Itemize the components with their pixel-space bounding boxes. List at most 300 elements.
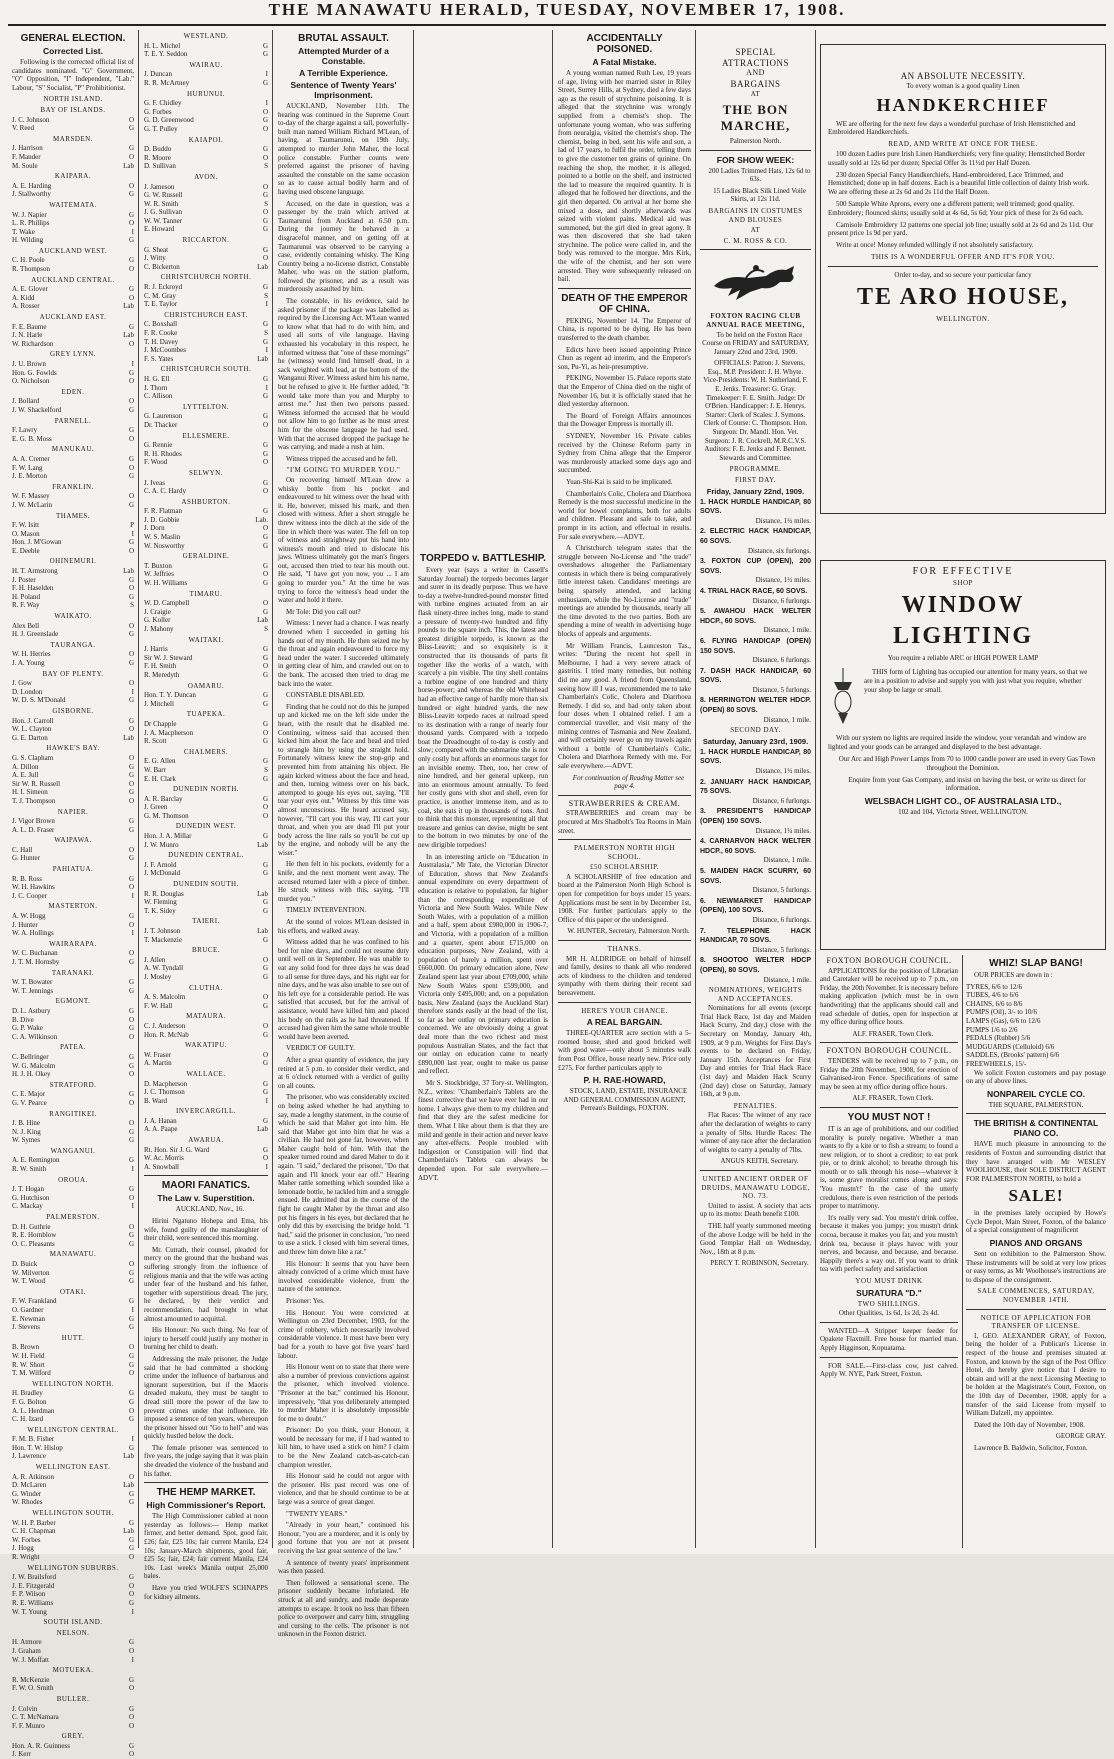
candidate-party: G (128, 696, 134, 705)
candidate-name: W. J. Moffatt (12, 1655, 49, 1664)
candidate-party: G (262, 757, 268, 766)
candidate-party: G (128, 1185, 134, 1194)
electorate-name: LYTTELTON. (182, 402, 230, 411)
race-name: 3. FOXTON CUP (OPEN), 200 SOVS. (700, 558, 811, 575)
race-entry (700, 867, 811, 895)
candidate-party: G (128, 1323, 134, 1332)
candidate-row (144, 562, 268, 571)
candidate-name: F. Mander (12, 152, 41, 161)
paragraph: A young woman named Ruth Lee, 19 years of age, living with her married sister in Riley Street, Surrey Hills, at Sydney, died a few days ago as the result of strychnine poisoning. It is alleged that the strychnine was wrongly supplied from a chemist's shop. The unfortunate young woman, who was suffering from neuralgia, visited the chemist's shop. The chemist, being in bed, sent his wife and son, a lad of 17 years, to fulfil the order, telling them to give the customer ten grains of quinine. On reaching the shop, the mother, it is alleged, pointed to a bottle on the shelf, and instructed the lad to measure the required quantity. It is alleged that he followed her directions, and the girl then departed. On arrival at her home she mixed a dose, and shortly afterwards was seized with violent pains. Medical aid was summoned, but the girl died in great agony. It was then discovered that she had taken strychnine. The police were called in, and the body was removed to the morgue. Mrs Kirk, the wife of the chemist, and her son were arrested. They were subsequently released on bail. (558, 69, 691, 284)
candidate-row (12, 688, 134, 697)
paragraph: A sentence of twenty years' imprisonment was then passed. (278, 1558, 409, 1576)
candidate-row (144, 487, 268, 496)
candidate-name: H. J. H. Okey (12, 1070, 51, 1079)
candidate-row (144, 125, 268, 134)
candidate-row (144, 1002, 268, 1011)
candidate-party: G (128, 1397, 134, 1406)
candidate-row (12, 1415, 134, 1424)
candidate-row (12, 1647, 134, 1656)
lighting-addr: 102 and 104, Victoria Street, WELLINGTON. (898, 808, 1028, 817)
candidate-name: R. Scott (144, 737, 167, 746)
candidate-row (144, 1163, 268, 1172)
candidate-party: O (128, 397, 134, 406)
paragraph: Mr Tole: Did you call out? (286, 607, 361, 616)
candidate-row (12, 1444, 134, 1453)
candidate-name: Hon. J. A. Millar (144, 832, 192, 841)
hk-city: WELLINGTON. (936, 314, 990, 323)
candidate-row (144, 355, 268, 364)
divider (558, 839, 691, 840)
candidate-name: C. J. Anderson (144, 1021, 186, 1030)
candidate-party: G (262, 216, 268, 225)
candidate-name: R. R. McArtney (144, 78, 190, 87)
candidate-name: D. Sullivan (144, 162, 176, 171)
paragraph: Then followed a sensational scene. The prisoner suddenly became infuriated. He struck at all and sundry, and made desperate attempts to escape. It took no less than fifteen police to overpower and carry him, struggling and cursing to the cells. The prisoner is not unknown in the Foxton district. (278, 1578, 409, 1639)
racing-date1: Friday, January 22nd, 1909. (706, 486, 805, 496)
racing-sign: ANGUS KEITH, Secretary. (720, 1157, 799, 1166)
assault-body-2 (278, 476, 409, 1639)
candidate-name: J. D. Gobbie (144, 515, 180, 524)
racing-date2: Saturday, January 23rd, 1909. (702, 736, 809, 746)
torpedo-title: TORPEDO v. BATTLESHIP. (420, 553, 546, 564)
candidate-name: H. T. Armstrong (12, 567, 58, 576)
candidate-row (144, 116, 268, 125)
candidate-row (144, 246, 268, 255)
lighting-p3: Our Arc and High Power Lamps from 70 to 1000 candle power are used in every Gas Town throughout the Dominion. (838, 754, 1096, 772)
license-solicitor: Lawrence B. Baldwin, Solicitor, Foxton. (974, 1443, 1088, 1452)
candidate-party: G (128, 1052, 134, 1061)
candidate-row (12, 521, 134, 530)
paragraph: His Honour: You were convicted at Wellington on 23rd December, 1903, for the crime of robbery, which necessarily involved considerable violence. It must have been very bad for a youth to have got five years' hard labour. (278, 1308, 409, 1360)
divider (820, 1042, 958, 1043)
candidate-party: G (128, 986, 134, 995)
candidate-party: O (128, 845, 134, 854)
candidate-row (12, 622, 134, 631)
candidate-name: J. Iveas (144, 478, 165, 487)
paragraph: "Already in your heart," continued his Honour, "you are a murderer, and it is only by good fortune that you are not at present receiving the last great sentence of the law." (278, 1521, 409, 1555)
electorate-name: EDEN. (61, 387, 85, 396)
candidate-party: G (262, 412, 268, 421)
wanted-text: WANTED—A Stripper keeper feeder for Opakete Flaxmill. Free house for married man. Apply Higginson, Kopuatama. (820, 1326, 958, 1352)
race-name: 7. TELEPHONE HACK HANDICAP, 70 SOVS. (700, 927, 811, 945)
candidate-row (12, 1638, 134, 1647)
paragraph: Witness added that he was confined to his bed for nine days, and could not resume duty until well on in September. He was unable to eat any solid food for three days he was dead to all sense for three days, and his right ear for nine days, and he was also unable to see out of his left eye for a considerable period. He was satisfied that accused, but for the arrival of assistance, would have killed him and placed his body on the rails as he had threatened. If accused had given him the same whole trouble would have been averted. (278, 938, 409, 1041)
candidate-name: H. I. Simeon (12, 788, 48, 797)
candidate-party: G (262, 1001, 268, 1010)
candidate-row (12, 302, 134, 311)
candidate-row (144, 108, 268, 117)
candidate-party: G (128, 124, 134, 133)
paragraph: A Christchurch telegram states that the struggle between No-License and "the trade" overshadows altogether the Parliamentary contests in which there is being comparatively little interest taken. Candidates' meetings are being sparsely attended, and lacking enthusiasm, while the No-License and "trade" meetings are attended by thousands, nearly all the time devoted to the two parties. Both are spending a mine of wealth in advertising huge blocks of appeals and arguments. (558, 544, 691, 639)
candidate-row (12, 331, 134, 340)
paragraph: CONSTABLE DISABLED. (286, 691, 365, 700)
electorate-name: MANUKAU. (51, 445, 95, 454)
suratura-other: Other Qualities, 1s 6d, 1s 2d, 2s 4d. (838, 1309, 940, 1318)
candidate-name: H. J. Greenslade (12, 630, 59, 639)
candidate-name: W. H. P. Barber (12, 1518, 56, 1527)
candidate-party: G (128, 630, 134, 639)
candidate-row (144, 450, 268, 459)
candidate-party: O (262, 1021, 268, 1030)
electorate-name: CLUTHA. (189, 983, 223, 992)
candidate-party: G (128, 788, 134, 797)
column-rule (695, 30, 696, 1548)
candidate-party: O (262, 1154, 268, 1163)
maori-dateline: AUCKLAND, Nov., 16. (175, 1205, 245, 1214)
electorate-name: BRUCE. (191, 946, 221, 955)
electorate-name: FRANKLIN. (52, 482, 94, 491)
price-item: SADDLES, (Brooks' pattern) 6/6 (966, 1051, 1060, 1060)
candidate-party: I (131, 891, 134, 900)
candidate-party: G (128, 285, 134, 294)
price-item: TUBES, 4/6 to 6/6 (966, 991, 1019, 1000)
paragraph: AUCKLAND, November 11th. The hearing was continued in the Supreme Court to-day of the charge against a tall, powerfully-built man named William Richard M'Lean, of having, at Taumarunui, on 19th July, attempted to murder John Maher, the local police constable. Further counts were preferred against the prisoner of having assaulted the constable on the same occasion so as to cause actual bodily harm and of having used obscene language. (278, 102, 409, 196)
assault-sub3: Sentence of Twenty Years' Imprisonment. (290, 80, 397, 100)
candidate-party: O (128, 1472, 134, 1481)
candidate-row (144, 964, 268, 973)
candidate-party: G (128, 426, 134, 435)
paragraph: Addressing the male prisoner, the Judge said that he had committed a shocking crime under the influence of barbarous and ignorant superstition, but if the Maoris dreaded makutu, they must be taught to dread still more the power of the law to prevent crimes under that influence. He imposed a sentence of ten years, whereupon the prisoner hissed out "Go to hell" and was quickly hustled below the dock. (144, 1354, 268, 1441)
candidate-party: S (130, 601, 134, 610)
paragraph: Yuan-Shi-Kai is said to be implicated. (566, 477, 673, 486)
candidate-party: Lab (123, 161, 134, 170)
candidate-name: O. C. Pleasants (12, 1239, 55, 1248)
candidate-row (12, 144, 134, 153)
paragraph: Finding that he could not do this he jumped up and kicked me on the left side under the heart, with the result that he disabled me. Continuing, witness said that accused then kicked him about the face and head and tried to strangle him by using the straight hold. Fortunately witness knew the stop-grip and prevented him from attaining his object. He again kicked witness about the face and head, and then, turning witness over on his back, attempted to gouge his eyes out, saying, "I'll tear your eyes out." Witness by this time was almost unconscious. He heard accused say, however, "I'll cart you this way, I'll cart your throat, and when you are dead I'll put your body across the line rails so you'll be cut up by the engine, and nobody will be any the wiser." (278, 702, 409, 857)
candidate-name: C. Boxshall (144, 320, 178, 329)
china-title: DEATH OF THE EMPEROR OF CHINA. (561, 292, 688, 315)
electorate-name: KAIPARA. (54, 172, 92, 181)
candidate-row (144, 70, 268, 79)
candidate-row (144, 1097, 268, 1106)
candidate-name: B. Brown (12, 1343, 40, 1352)
race-distance: Distance, 5 furlongs. (752, 945, 811, 954)
electorate-name: DUNEDIN WEST. (175, 822, 237, 831)
candidate-name: W. H. Field (12, 1351, 45, 1360)
candidate-name: J. N. Harle (12, 331, 43, 340)
candidate-name: A. Dillon (12, 762, 39, 771)
candidate-party: G (262, 145, 268, 154)
electorate-name: WELLINGTON EAST. (35, 1463, 111, 1472)
suratura-text: IT is an age of prohibitions, and our codified morality is purely negative. Whether a man wants to fly a kite or to fish a stream; to found a new religion, or to shoot a creditor; to eat pork pie, or to drink alcohol; to breathe through his mouth or to talk through his nose—whatever it is, some grave moralist comes along and says: 'You mustn't!' In the case of the utterly credulous, there is even restriction of the periods proper to matrimony. (820, 1124, 958, 1211)
candidate-name: W. H. Herries (12, 650, 51, 659)
candidate-row (144, 99, 268, 108)
candidate-row (12, 455, 134, 464)
candidate-row (12, 771, 134, 780)
candidate-row (12, 219, 134, 228)
piano-p2: in the premises lately occupied by Howe's Cycle Depot, Main Street, Foxton, of the balance of a special consignment of magnificent (966, 1209, 1106, 1235)
candidate-row (12, 1544, 134, 1553)
candidate-party: G (262, 78, 268, 87)
candidate-party: Lab (123, 331, 134, 340)
electorate-name: AUCKLAND WEST. (38, 246, 108, 255)
candidate-party: O (128, 725, 134, 734)
candidate-name: O. Mason (12, 529, 40, 538)
bm-line4: BARGAINS (730, 78, 781, 89)
candidate-party: O (128, 1032, 134, 1041)
candidate-row (144, 645, 268, 654)
candidate-name: R. J. Eckroyd (144, 283, 183, 292)
assault-quote: "I'M GOING TO MURDER YOU." (286, 466, 401, 475)
assault-title: BRUTAL ASSAULT. (298, 33, 389, 44)
candidate-name: J. Allen (144, 955, 166, 964)
lighting-firm: WELSBACH LIGHT CO., OF AUSTRALASIA LTD., (864, 796, 1062, 807)
candidate-name: C. Bellringer (12, 1052, 49, 1061)
candidate-name: G. P. Wake (12, 1024, 43, 1033)
candidate-row (144, 225, 268, 234)
candidate-party: O (128, 1193, 134, 1202)
candidate-row (12, 1498, 134, 1507)
paragraph: After a great quantity of evidence, the jury retired at 5 p.m. to consider their verdict, and at 6 o'clock returned with a verdict of guilty on all counts. (278, 1055, 409, 1090)
lamp-row (828, 668, 1098, 728)
racing-noms-text: Nominations for all events (except Trial Hack Race, 1st day and Maiden Hack Scurry, 2nd day,) close with the Secretary on Monday, January 4th, 1909, at 9 p.m. Weights for First Day's events to be declared on Friday, January 15th. Acceptances for First Day and entries for Trial Hack Race (1st day) and Maiden Hack Scurry (2nd day) close on Saturday, January 16th, at 9 p.m. (700, 1004, 811, 1099)
candidate-party: O (128, 219, 134, 228)
candidate-party: G (262, 794, 268, 803)
candidate-name: C. T. McNamara (12, 1713, 59, 1722)
electorate-name: STRATFORD. (49, 1080, 97, 1089)
divider (700, 150, 811, 151)
candidate-party: G (128, 1231, 134, 1240)
candidate-name: J. T. Hogan (12, 1185, 45, 1194)
candidate-party: Lab (257, 262, 268, 271)
candidate-party: G (128, 1741, 134, 1750)
candidate-row (144, 524, 268, 533)
thanks-title: THANKS. (607, 945, 642, 954)
license-date: Dated the 10th day of November, 1908. (974, 1420, 1085, 1429)
license-title: NOTICE OF APPLICATION FOR TRANSFER OF LICENSE. (980, 1313, 1092, 1331)
druids-text2: THE half yearly summoned meeting of the above Lodge will be held in the Good Templar Hall on Wednesday, Nov., 18th at 8 p.m. (700, 1221, 811, 1256)
paragraph: TIMELY INTERVENTION. (286, 906, 367, 915)
candidate-name: J. A. Macpherson (144, 728, 193, 737)
column-assault (278, 30, 409, 1639)
electorate-name: AUCKLAND EAST. (39, 313, 107, 322)
candidate-party: O (128, 181, 134, 190)
electorate-name: AWARUA. (188, 1136, 224, 1145)
candidate-row (12, 1007, 134, 1016)
race-name: 2. JANUARY HACK HANDICAP, 75 SOVS. (700, 778, 811, 796)
electorate-name: OTAKI. (60, 1287, 86, 1296)
candidate-party: O (128, 584, 134, 593)
candidate-row (144, 795, 268, 804)
candidate-party: G (128, 1498, 134, 1507)
cycle-name: NONPAREIL CYCLE CO. (987, 1088, 1085, 1099)
candidate-name: A. W. Tyndall (144, 964, 184, 973)
candidate-name: Hon. J. M'Gowan (12, 538, 62, 547)
candidate-name: F. R. Flatman (144, 507, 182, 516)
candidate-party: G (262, 719, 268, 728)
candidate-party: G (262, 507, 268, 516)
candidate-row (144, 145, 268, 154)
paragraph: His Honour went on to state that there were also a number of previous convictions against the prisoner, which involved violence. "Prisoner at the bar," continued his Honour, impressively, "that you deliberately attempted to murder Maher it is absolutely impossible for me to doubt." (278, 1363, 409, 1423)
candidate-row (12, 1590, 134, 1599)
continued-note: For continuation of Reading Matter see page 4. (572, 773, 685, 791)
candidate-name: J. C. Cooper (12, 891, 47, 900)
candidate-name: J. Mitchell (144, 699, 174, 708)
candidate-row (144, 162, 268, 171)
candidate-row (12, 734, 134, 743)
race-distance: Distance, 6 furlongs. (752, 796, 811, 805)
column-poisoned (558, 30, 691, 1548)
candidate-name: Sir W. R. Russell (12, 779, 61, 788)
divider (144, 1482, 268, 1483)
candidate-party: O (128, 679, 134, 688)
candidate-row (12, 1582, 134, 1591)
candidate-row (144, 42, 268, 51)
price-item: PEDALS (Rubber) 5/6 (966, 1034, 1031, 1043)
candidate-row (12, 190, 134, 199)
candidate-row (12, 846, 134, 855)
candidate-party: I (131, 1655, 134, 1664)
candidate-party: Lab (257, 840, 268, 849)
candidate-name: Hon. R. McNab (144, 1030, 189, 1039)
candidate-party: O (128, 1713, 134, 1722)
hk-item-4: Camisole Embroidery 12 patterns one special job line; usually sold at 2s 6d and 2s 11d. Our present price 1s 9d per yard. (828, 220, 1094, 238)
poisoned-subtitle: A Fatal Mistake. (592, 57, 657, 67)
candidate-row (12, 817, 134, 826)
race-name: 4. CARNARVON HACK WELTER HDCP., 60 SOVS. (700, 838, 811, 855)
school-sub: £50 SCHOLARSHIP. (589, 863, 660, 872)
candidate-party: G (128, 1297, 134, 1306)
bm-line1: SPECIAL (735, 47, 776, 57)
paragraph: The constable, in his evidence, said he asked prisoner if the package was labelled as required by the Licensing Act. M'Lean wanted to know what that had to do with him, and used all sorts of vile language. Having exhausted his vocabulary in this respect, he informed witness that "one of these mornings" he (witness) would find himself dead, in a sack weighted with lead, at the bottom of the Wanganui River. Witness asked him his name, but he refused to give it. He further added, "It would take more than you and Murphy to arrest me." Just then two persons passed. Witness informed the accused that he would not allow him to go further as he must arrest him for the obscene language he had used. With that the accused dropped the package he was carrying, and made a rush at him. (278, 297, 409, 452)
racehorse-illustration (706, 256, 806, 306)
candidate-row (12, 978, 134, 987)
candidate-name: J. Bollard (12, 397, 40, 406)
race-name: 6. NEWMARKET HANDICAP (OPEN), 100 SOVS. (700, 897, 811, 915)
paragraph: Hirini Ngatuno Hohepa and Ema, his wife, found guilty of the manslaughter of their child, were sentenced this morning. (144, 1217, 268, 1243)
candidate-party: G (128, 771, 134, 780)
candidate-name: W. F. Massey (12, 492, 50, 501)
electorate-name: HAWKE'S BAY. (46, 744, 100, 753)
candidate-party: Lab (123, 302, 134, 311)
column-ads-1 (700, 30, 811, 1548)
candidate-name: W. R. Smith (144, 199, 179, 208)
candidate-party: G (128, 1518, 134, 1527)
race-distance: Distance, 6 furlongs. (752, 915, 811, 924)
race-entry (700, 897, 811, 925)
electorate-name: WAKATIPU. (184, 1041, 228, 1050)
candidate-party: I (265, 99, 268, 108)
paragraph: Every year (says a writer in Cassell's Saturday Journal) the torpedo becomes larger and surer in its deadly purpose. Thus we have to-day a twelve-hundred-pound monster fitted with turbine engines actuated from an air flask ninety-three inches long, made to stand a pressure of twenty-two hundred and fifty pounds to the square inch. This, the latest and greatest dirigible torpedo, is known as the Bliss-Leavitt; and so exquisitely is it constructed that its thousands of parts fit together like the works of a watch, with scarcely a pin visible. The tiny shell contains a turbine engine of one hundred and thirty horse-power; and whereas the old Whitehead had an effective range of hardly more than six hundred or eight hundred yards, the new Bliss-Leavitt torpedo races at railroad speed to its destination with a range of nearly four thousand yards. Compared with a torpedo boat the Dreadnought of to-day is costly and slow; compared with the submarine she is not only costly but affords an enormous target for an invisible enemy. Then, too, her crew of nine hundred, and her general upkeep, run into an enormous amount annually. To feed her costly guns with shot and shell, even for practice, is another immense item, and as to coal, she eats it up in thousands of tons. And to think that this monster, representing all that treasure and genius can devise, might be sent to the bottom in two minutes by one of the new dirigible torpedoes! (418, 566, 548, 849)
candidate-party: G (128, 256, 134, 265)
hemp-footer: Have you tried WOLFE'S SCHNAPPS for kidney ailments. (144, 1584, 268, 1601)
candidate-name: A. W. Hogg (12, 912, 46, 921)
china-body (558, 317, 691, 771)
paragraph: The Board of Foreign Affairs announces that the Dowager Empress is mortally ill. (558, 411, 691, 429)
candidate-name: T. E. Y. Seddon (144, 50, 188, 59)
candidate-party: G (128, 912, 134, 921)
candidate-name: W. Jeffries (144, 570, 174, 579)
electorate-name: TAURANGA. (50, 640, 96, 649)
candidate-party: O (128, 920, 134, 929)
candidate-row (12, 435, 134, 444)
candidate-name: J. A. Hanan (144, 1116, 177, 1125)
candidate-row (12, 1722, 134, 1731)
candidate-name: T. Wake (12, 227, 35, 236)
druids-text: United to assist. A society that acts up to its motto: Death benefit £100. (700, 1201, 811, 1219)
candidate-name: A. R. Atkinson (12, 1472, 55, 1481)
candidate-row (144, 507, 268, 516)
piano-p1: HAVE much pleasure in announcing to the residents of Foxton and surrounding district that they have arranged with Mr WESLEY WOOLHOUSE, their SOLE DISTRICT AGENT FOR PALMERSTON NORTH, to hold a (966, 1140, 1106, 1183)
candidate-party: G (262, 607, 268, 616)
candidate-name: J. Duncan (144, 70, 172, 79)
electorate-name: KAIAPOI. (188, 135, 224, 144)
candidate-party: G (128, 144, 134, 153)
candidate-party: O (128, 293, 134, 302)
candidate-name: E. Newman (12, 1314, 46, 1323)
candidate-name: J. W. Munro (144, 840, 179, 849)
candidate-name: F. S. Yates (144, 354, 174, 363)
candidate-row (144, 671, 268, 680)
candidate-row (12, 1202, 134, 1211)
candidate-row (144, 936, 268, 945)
hk-item-1: 100 dozen Ladies pure Irish Linen Handkerchiefs; very fine quality; Hemstitched Border usually sold at 12s 6d per dozen; Special Offer 3s 11½d per Half Dozen. (828, 149, 1086, 167)
council2-title: FOXTON BOROUGH COUNCIL. (826, 1046, 952, 1056)
electorate-name: GERALDINE. (182, 552, 230, 561)
race-name: 7. DASH HACK HANDICAP, 60 SOVS. (700, 667, 811, 685)
lamp-icon (828, 668, 858, 728)
candidate-row (12, 912, 134, 921)
candidate-party: G (128, 1351, 134, 1360)
candidate-name: W. Symes (12, 1136, 41, 1145)
candidate-name: W. Nosworthy (144, 541, 185, 550)
candidate-name: Dr Chapple (144, 719, 177, 728)
paragraph: "TWENTY YEARS." (286, 1509, 348, 1518)
candidate-name: W. T. Bowater (12, 978, 53, 987)
race-distance: Distance, 5 furlongs. (752, 886, 811, 895)
candidate-name: G. S. Clapham (12, 753, 54, 762)
council1-sign: ALF. FRASER, Town Clerk. (852, 1029, 934, 1038)
candidate-party: G (128, 1136, 134, 1145)
candidate-party: O (262, 1050, 268, 1059)
candidate-name: C. H. Chapman (12, 1527, 56, 1536)
hk-item-3: 500 Sample White Aprons, every one a different pattern; well trimmed; good quality. Embroidery; flounced skirts; usually sold at 4s 6d, 5s 6d; Your pick of these for 2s 6d each. (828, 199, 1084, 217)
candidate-name: H. Wilding (12, 236, 44, 245)
candidate-row (12, 1519, 134, 1528)
assault-body (278, 102, 409, 463)
candidate-row (12, 426, 134, 435)
candidate-name: F. W. Frankland (12, 1297, 57, 1306)
electorate-name: MATAURA. (186, 1012, 226, 1021)
race-entry (700, 807, 811, 835)
candidate-party: O (128, 1581, 134, 1590)
candidate-name: A. A. Cremer (12, 454, 50, 463)
candidate-row (12, 265, 134, 274)
candidate-party: O (128, 650, 134, 659)
candidate-party: Lab (257, 889, 268, 898)
hemp-title: THE HEMP MARKET. (156, 1487, 256, 1499)
candidate-row (12, 464, 134, 473)
candidate-party: G (128, 762, 134, 771)
candidate-row (12, 1223, 134, 1232)
candidate-row (144, 191, 268, 200)
candidate-party: G (262, 1079, 268, 1088)
paragraph: Prisoner: Yes. (286, 1296, 325, 1305)
candidate-row (144, 737, 268, 746)
race-entry (700, 527, 811, 555)
paragraph: Mr William Francis, Launceston Tas., writes: "During the recent hot spell in Melbourne, I had a very severe attack of gastritis. I tried many remedies, but nothing did me any good. A friend from Queensland, seeing how ill I was, recommended me to take Chamberlain's Colic, Cholera and Diarrhoea Remedy. I did so, and had only taken about four doses when I obtained relief. I am a commercial traveller, and visit many of the mining centres of Tasmania and New Zealand, and will certainly never go on my travels again without a bottle of Chamberlain's Colic, Cholera and Diarrhoea Remedy with me. For sale everywhere.—ADVT. (558, 641, 691, 770)
candidate-row (144, 973, 268, 982)
candidate-name: C. Bickerton (144, 262, 180, 271)
lighting-l4: LIGHTING (892, 622, 1034, 649)
druids-title: UNITED ANCIENT ORDER OF DRUIDS, MANAWATU LODGE, NO. 73. (701, 1174, 810, 1201)
electorate-list-south (144, 32, 268, 1171)
candidate-row (144, 1146, 268, 1155)
candidate-name: W. S. Maslin (144, 533, 181, 542)
race-entry (700, 667, 811, 695)
candidate-row (144, 579, 268, 588)
candidate-name: D. H. Guthrie (12, 1222, 51, 1231)
